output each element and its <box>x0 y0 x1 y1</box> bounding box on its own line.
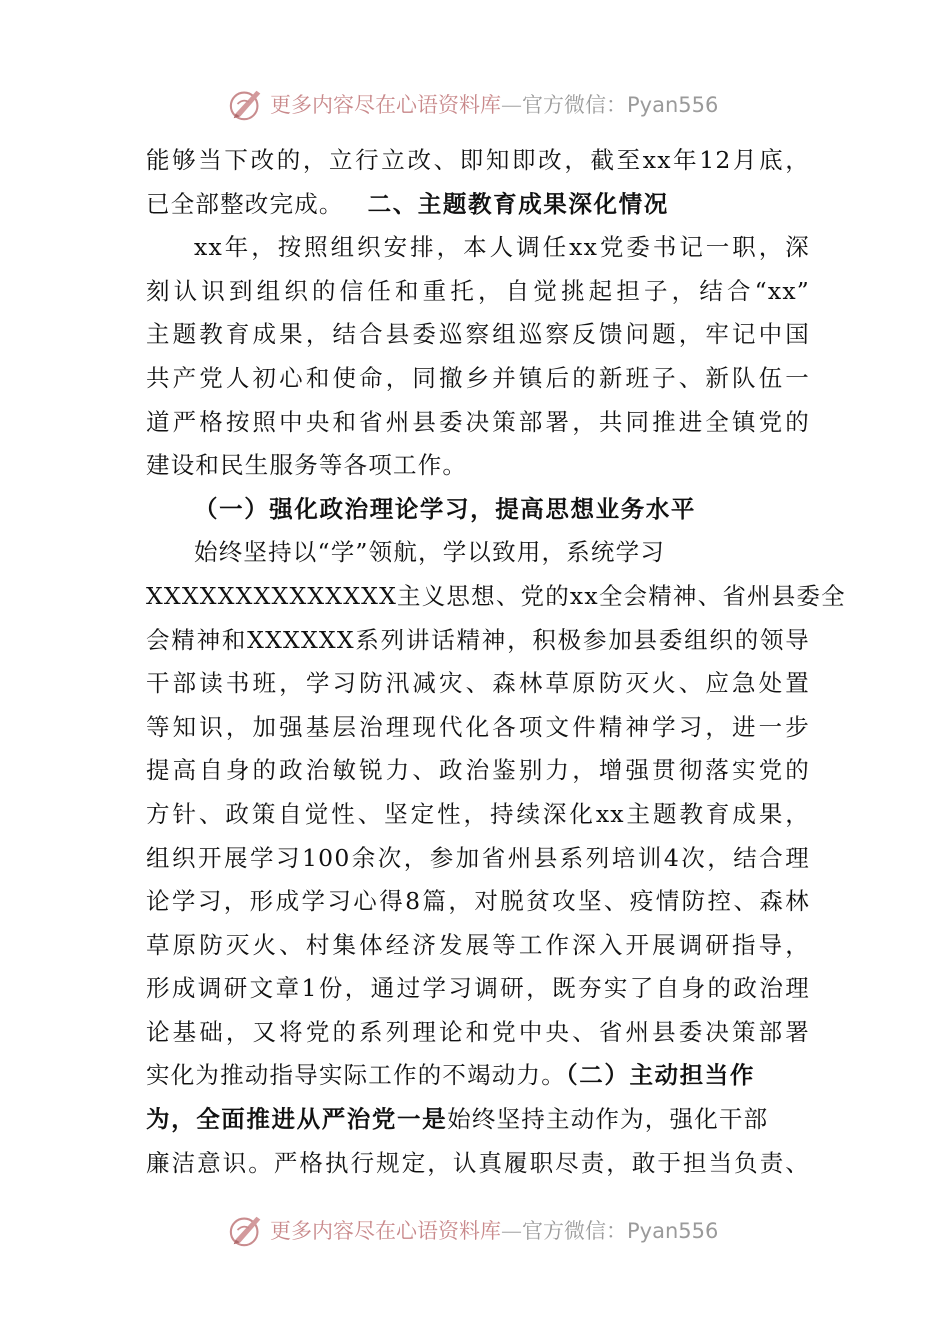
text-line: xx年，按照组织安排，本人调任xx党委书记一职，深 <box>194 233 810 262</box>
text-line: 等知识，加强基层治理现代化各项文件精神学习，进一步 <box>146 712 810 741</box>
text-line: 能够当下改的，立行立改、即知即改，截至xx年12月底， <box>146 146 810 174</box>
text-span: 已全部整改完成。 <box>146 189 344 218</box>
header-banner <box>228 82 718 126</box>
banner-wechat-label: 官方微信： <box>522 1219 627 1243</box>
text-line: 始终坚持以“学”领航，学以致用，系统学习 <box>194 538 666 567</box>
banner-brand: 更多内容尽在心语资料库 <box>270 93 501 117</box>
text-line: 形成调研文章1份，通过学习调研，既夯实了自身的政治理 <box>146 974 810 1003</box>
text-span: 始终坚持主动作为，强化干部 <box>447 1105 769 1134</box>
text-line: 廉洁意识。严格执行规定，认真履职尽责，敢于担当负责、 <box>146 1148 810 1177</box>
text-line: 主题教育成果，结合县委巡察组巡察反馈问题，牢记中国 <box>146 320 810 349</box>
text-line: 刻认识到组织的信任和重托，自觉挑起担子，结合“xx” <box>146 276 810 305</box>
banner-dash: — <box>501 1219 522 1243</box>
subsection-heading: （二）主动担当作 <box>565 1061 755 1090</box>
banner-text <box>270 89 718 119</box>
text-line: 干部读书班，学习防汛减灾、森林草原防灭火、应急处置 <box>146 669 810 698</box>
text-line <box>146 1098 810 1142</box>
text-line: 论学习，形成学习心得8篇，对脱贫攻坚、疫情防控、森林 <box>146 887 810 916</box>
section-heading: 二、主题教育成果深化情况 <box>367 189 669 218</box>
text-line: XXXXXXXXXXXXXX主义思想、党的xx全会精神、省州县委全 <box>146 581 846 610</box>
banner-brand: 更多内容尽在心语资料库 <box>270 1219 501 1243</box>
banner-text <box>270 1215 718 1245</box>
text-line: 建设和民生服务等各项工作。 <box>146 451 468 480</box>
text-line <box>146 1054 810 1098</box>
subsection-heading: 为，全面推进从严治党一是 <box>146 1105 448 1134</box>
pen-logo-icon <box>228 1211 266 1249</box>
banner-wechat-id: Pyan556 <box>627 93 719 117</box>
text-line <box>146 183 810 227</box>
text-line: 共产党人初心和使命，同撤乡并镇后的新班子、新队伍一 <box>146 363 810 392</box>
text-line: 道严格按照中央和省州县委决策部署，共同推进全镇党的 <box>146 407 810 436</box>
text-line: 方针、政策自觉性、坚定性，持续深化xx主题教育成果， <box>146 799 810 828</box>
text-line: 会精神和XXXXXX系列讲话精神，积极参加县委组织的领导 <box>146 625 810 654</box>
text-line: 论基础，又将党的系列理论和党中央、省州县委决策部署 <box>146 1017 810 1046</box>
text-line: 草原防灭火、村集体经济发展等工作深入开展调研指导， <box>146 930 810 959</box>
pen-logo-icon <box>228 85 266 123</box>
text-span: 实化为推动指导实际工作的不竭动力。 <box>146 1061 566 1090</box>
banner-dash: — <box>501 93 522 117</box>
text-line: 组织开展学习100余次，参加省州县系列培训4次，结合理 <box>146 843 810 872</box>
footer-banner <box>228 1208 718 1252</box>
banner-wechat-id: Pyan556 <box>627 1219 719 1243</box>
text-line: 提高自身的政治敏锐力、政治鉴别力，增强贯彻落实党的 <box>146 756 810 785</box>
banner-wechat-label: 官方微信： <box>522 93 627 117</box>
subsection-heading: （一）强化政治理论学习，提高思想业务水平 <box>194 494 696 523</box>
document-body <box>146 139 846 1185</box>
